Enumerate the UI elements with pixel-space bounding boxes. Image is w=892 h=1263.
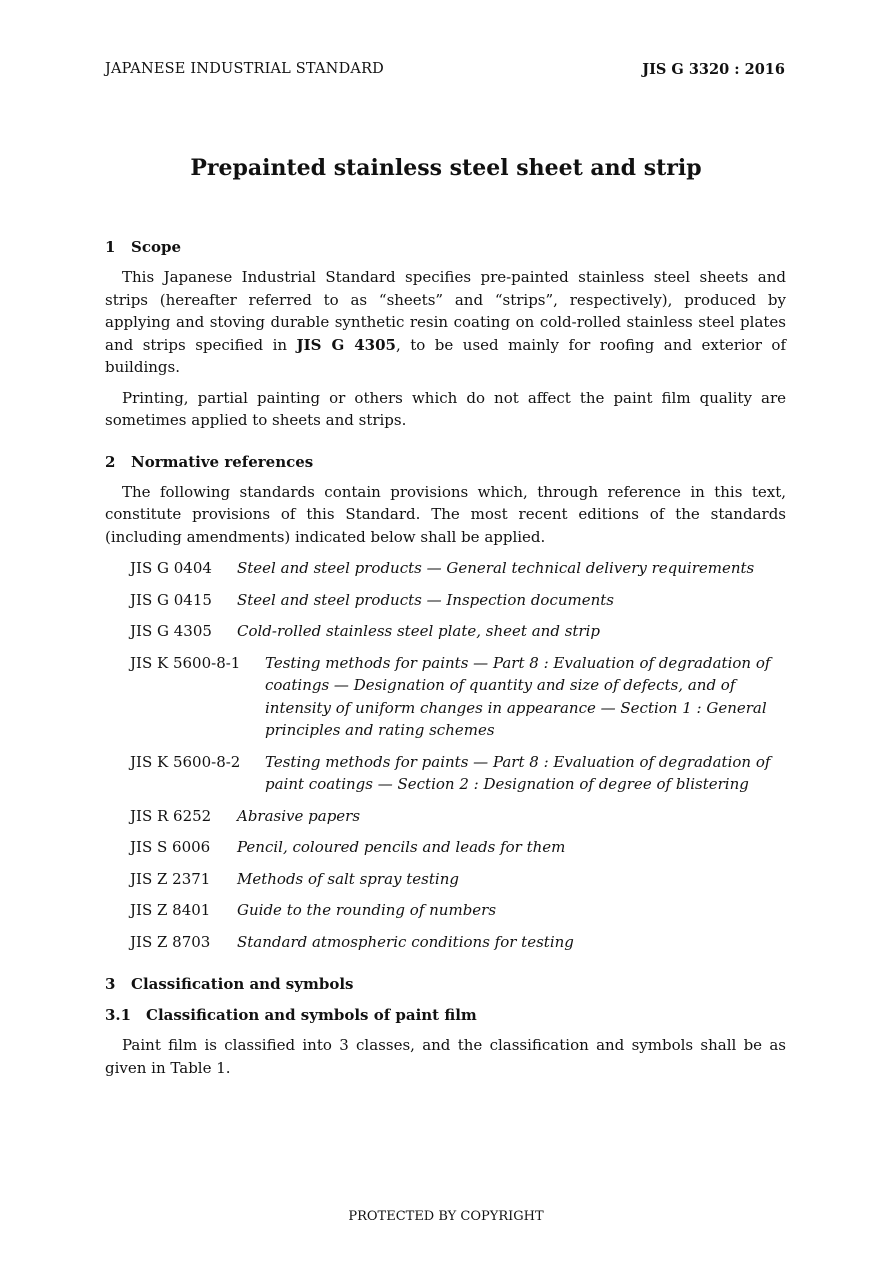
reference-item (105, 589, 786, 612)
reference-code: JIS G 0404 (130, 559, 212, 577)
reference-title: Abrasive papers (237, 806, 361, 825)
reference-item (105, 557, 786, 580)
section-number: 1 (105, 238, 116, 256)
scope-paragraph-2: Printing, partial painting or others which do not affect the paint film quality are sometimes applied to sheets and strips. (105, 388, 786, 429)
reference-item (105, 868, 786, 891)
scope-paragraph-1 (105, 266, 786, 379)
header-standard-type: JAPANESE INDUSTRIAL STANDARD (105, 61, 385, 77)
reference-code: JIS S 6006 (130, 838, 211, 856)
section-heading-scope (105, 236, 786, 258)
reference-code: JIS K 5600-8-1 (130, 653, 241, 672)
section-title: Scope (131, 238, 182, 256)
reference-code: JIS R 6252 (130, 806, 212, 825)
reference-item (105, 805, 786, 828)
scope-text-a: This Japanese Industrial Standard specifies pre-painted stainless steel sheets and strips (hereafter referred to as “sheets” and “strips”, respectively), produced by applying and stoving durable synthetic resin coating on cold-rolled stainless steel plates and strips specified in (105, 268, 786, 354)
reference-item (105, 931, 786, 954)
section-title: Normative references (131, 452, 314, 471)
subsection-heading-paint-film (105, 1004, 786, 1026)
reference-title: Steel and steel products — General technical delivery requirements (237, 559, 755, 577)
reference-title: Steel and steel products — Inspection documents (237, 590, 614, 609)
section-title: Classification and symbols (131, 975, 354, 993)
reference-title: Guide to the rounding of numbers (237, 901, 497, 919)
reference-title: Cold-rolled stainless steel plate, sheet and strip (237, 622, 600, 640)
header-standard-number: JIS G 3320 : 2016 (642, 61, 785, 78)
reference-code: JIS Z 8401 (130, 901, 211, 919)
document-body (105, 236, 786, 1079)
section-number: 3 (105, 975, 116, 993)
classification-paragraph: Paint film is classified into 3 classes, and the classification and symbols shall be as given in Table 1. (105, 1036, 786, 1077)
subsection-title: Classification and symbols of paint film (146, 1006, 477, 1024)
reference-title: Pencil, coloured pencils and leads for them (237, 838, 566, 856)
reference-item (105, 652, 786, 742)
section-heading-classification (105, 973, 786, 995)
scope-text-b: , to be used mainly for roofing and exterior of buildings. (105, 335, 786, 376)
reference-list (105, 557, 786, 953)
reference-code: JIS G 0415 (130, 590, 212, 609)
scope-referenced-standard: JIS G 4305 (296, 335, 396, 354)
reference-code: JIS G 4305 (130, 622, 212, 640)
reference-code: JIS Z 2371 (130, 869, 211, 888)
reference-item (105, 751, 786, 796)
reference-title: Standard atmospheric conditions for testing (237, 932, 574, 951)
reference-item (105, 899, 786, 922)
reference-title: Testing methods for paints — Part 8 : Evaluation of degradation of coatings — Designation of quantity and size of defects, and of intensity of uniform changes in appearance — Section 1 : General principles and rating schemes (265, 653, 771, 739)
reference-item (105, 620, 786, 643)
section-heading-normative-references (105, 451, 786, 473)
references-intro-paragraph: The following standards contain provisions which, through reference in this text, constitute provisions of this Standard. The most recent editions of the standards (including amendments) indicated below shall be applied. (105, 482, 786, 546)
reference-title: Methods of salt spray testing (237, 869, 459, 888)
reference-item (105, 836, 786, 859)
subsection-number: 3.1 (105, 1006, 132, 1024)
copyright-footer: PROTECTED BY COPYRIGHT (348, 1209, 544, 1224)
document-title: Prepainted stainless steel sheet and strip (190, 155, 702, 181)
reference-code: JIS Z 8703 (130, 932, 211, 951)
reference-title: Testing methods for paints — Part 8 : Evaluation of degradation of paint coatings — Section 2 : Designation of degree of blistering (265, 752, 771, 793)
reference-code: JIS K 5600-8-2 (130, 752, 241, 771)
section-number: 2 (105, 452, 116, 471)
